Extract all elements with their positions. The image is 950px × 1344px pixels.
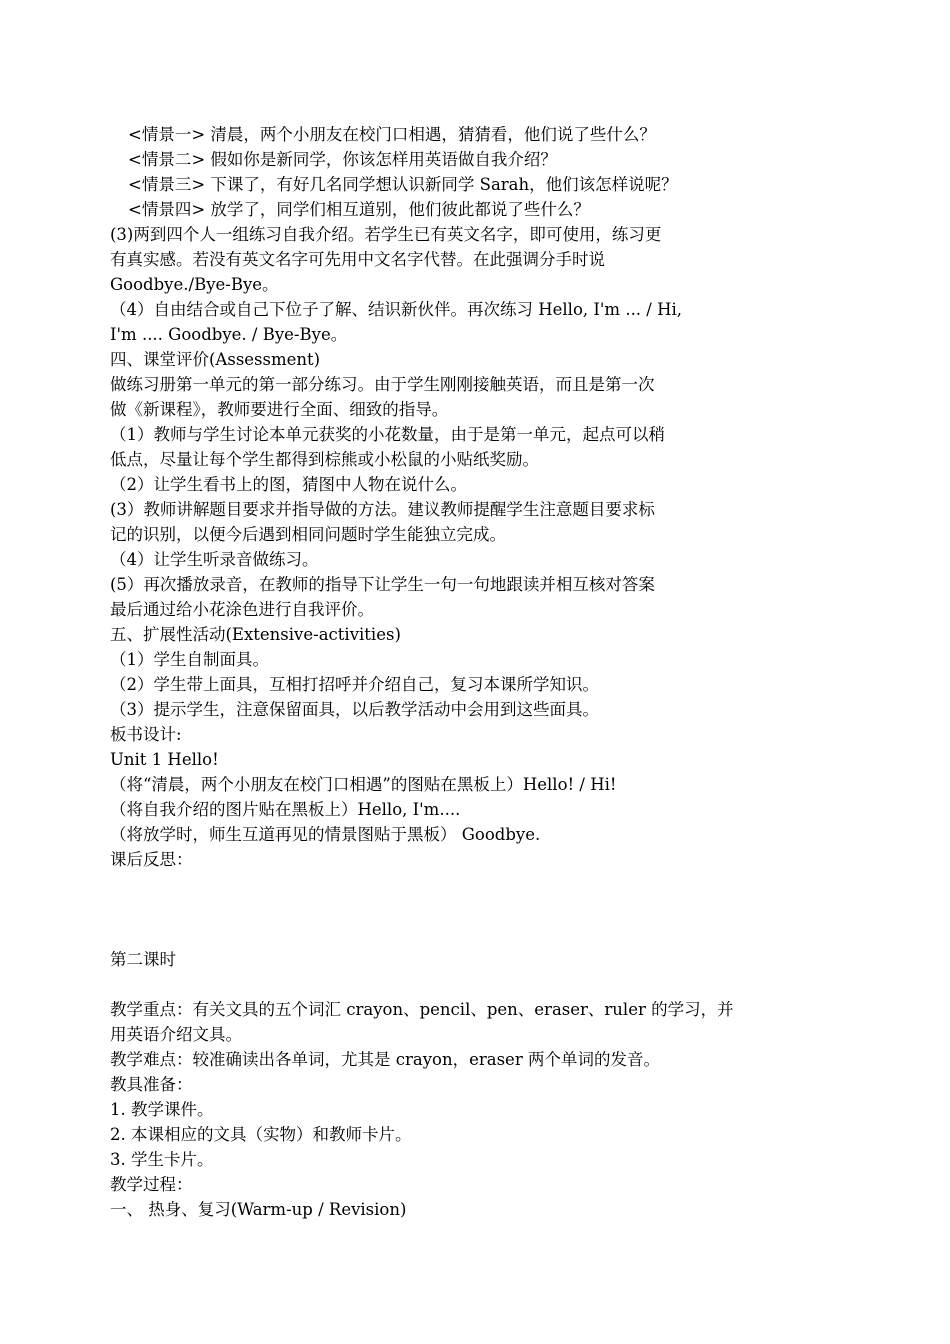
paragraph-line: 做练习册第一单元的第一部分练习。由于学生刚刚接触英语，而且是第一次 xyxy=(110,375,655,394)
paragraph-line: 低点，尽量让每个学生都得到棕熊或小松鼠的小贴纸奖励。 xyxy=(110,450,539,469)
paragraph-line: 有真实感。若没有英文名字可先用中文名字代替。在此强调分手时说 xyxy=(110,250,605,269)
lesson2-line: 一、 热身、复习(Warm-up / Revision) xyxy=(110,1200,407,1219)
lesson2-line: 教学重点：有关文具的五个词汇 crayon、pencil、pen、eraser、ruler 的学习，并 xyxy=(110,1000,734,1019)
paragraph-line: I'm .... Goodbye. / Bye-Bye。 xyxy=(110,325,348,344)
lesson2-line: 用英语介绍文具。 xyxy=(110,1025,242,1044)
scenario-1: <情景一> 清晨，两个小朋友在校门口相遇，猜猜看，他们说了些什么？ xyxy=(128,125,656,144)
paragraph-line: （1）学生自制面具。 xyxy=(110,650,269,669)
paragraph-line: （1）教师与学生讨论本单元获奖的小花数量，由于是第一单元，起点可以稍 xyxy=(110,425,665,444)
section-heading: 五、扩展性活动(Extensive-activities) xyxy=(110,625,401,644)
paragraph-line: 做《新课程》，教师要进行全面、细致的指导。 xyxy=(110,400,449,419)
lesson2-title: 第二课时 xyxy=(110,950,176,969)
section-heading: 四、课堂评价(Assessment) xyxy=(110,350,321,369)
paragraph-line: (3）教师讲解题目要求并指导做的方法。建议教师提醒学生注意题目要求标 xyxy=(110,500,655,519)
scenario-2: <情景二> 假如你是新同学，你该怎样用英语做自我介绍？ xyxy=(128,150,557,169)
paragraph-line: （3）提示学生，注意保留面具，以后教学活动中会用到这些面具。 xyxy=(110,700,599,719)
document-page xyxy=(110,122,736,1222)
paragraph-line: （2）让学生看书上的图，猜图中人物在说什么。 xyxy=(110,475,467,494)
lesson2-line: 教具准备： xyxy=(110,1075,193,1094)
scenario-4: <情景四> 放学了，同学们相互道别，他们彼此都说了些什么？ xyxy=(128,200,590,219)
paragraph-line: (3)两到四个人一组练习自我介绍。若学生已有英文名字，即可使用，练习更 xyxy=(110,225,662,244)
paragraph-line: 记的识别，以便今后遇到相同问题时学生能独立完成。 xyxy=(110,525,506,544)
lesson2-line: 1. 教学课件。 xyxy=(110,1100,214,1119)
lesson2-line: 2. 本课相应的文具（实物）和教师卡片。 xyxy=(110,1125,412,1144)
lesson2-line: 教学过程： xyxy=(110,1175,193,1194)
lesson2-line: 3. 学生卡片。 xyxy=(110,1150,214,1169)
board-design-line: （将放学时，师生互道再见的情景图贴于黑板） Goodbye. xyxy=(110,825,541,844)
scenario-3: <情景三> 下课了，有好几名同学想认识新同学 Sarah，他们该怎样说呢？ xyxy=(128,175,678,194)
paragraph-line: Goodbye./Bye-Bye。 xyxy=(110,275,279,294)
blank-space xyxy=(110,972,736,997)
reflection-heading: 课后反思： xyxy=(110,850,193,869)
board-design-line: （将自我介绍的图片贴在黑板上）Hello, I'm.... xyxy=(110,800,461,819)
lesson2-line: 教学难点：较准确读出各单词，尤其是 crayon，eraser 两个单词的发音。 xyxy=(110,1050,660,1069)
blank-space xyxy=(110,872,736,947)
board-design-heading: 板书设计: xyxy=(110,725,182,744)
paragraph-line: （4）让学生听录音做练习。 xyxy=(110,550,319,569)
paragraph-line: （2）学生带上面具，互相打招呼并介绍自己，复习本课所学知识。 xyxy=(110,675,599,694)
paragraph-line: 最后通过给小花涂色进行自我评价。 xyxy=(110,600,374,619)
board-design-line: Unit 1 Hello! xyxy=(110,750,219,769)
paragraph-line: （4）自由结合或自己下位子了解、结识新伙伴。再次练习 Hello, I'm ... / Hi, xyxy=(110,300,683,319)
board-design-line: （将“清晨，两个小朋友在校门口相遇”的图贴在黑板上）Hello! / Hi! xyxy=(110,775,617,794)
paragraph-line: (5）再次播放录音，在教师的指导下让学生一句一句地跟读并相互核对答案 xyxy=(110,575,655,594)
